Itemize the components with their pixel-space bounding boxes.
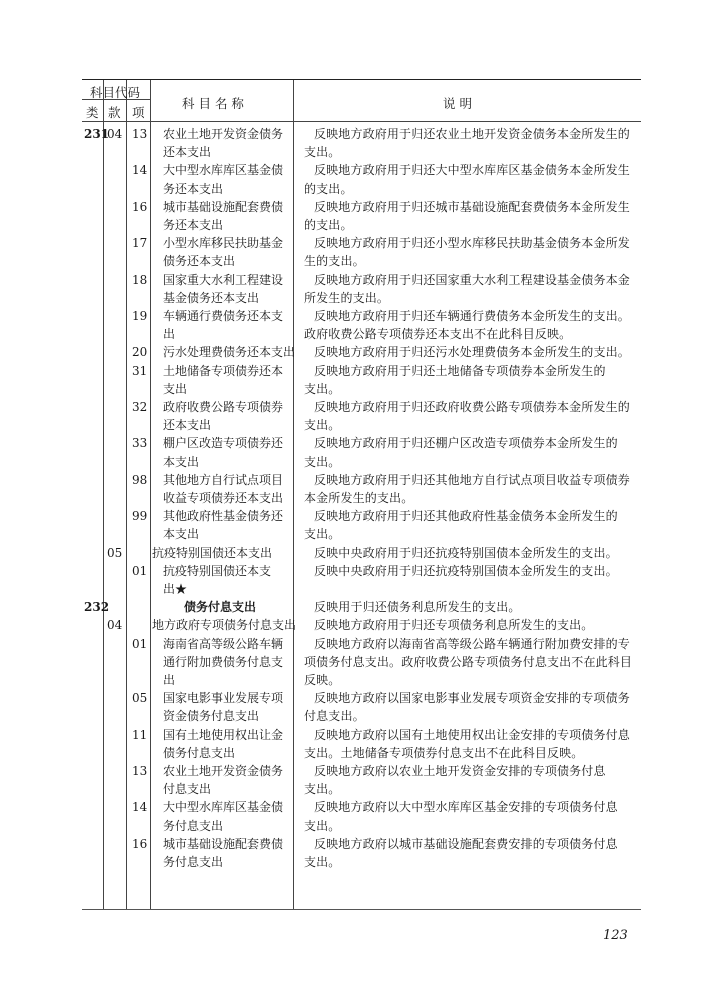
description-line: 反映地方政府用于归还棚户区改造专项债券本金所发生的 <box>314 436 618 451</box>
code-xiang: 99 <box>132 509 148 524</box>
header-name: 科 目 名 称 <box>182 96 244 111</box>
description-line: 政府收费公路专项债券还本支出不在此科目反映。 <box>304 327 572 342</box>
description-line: 反映地方政府以海南省高等级公路车辆通行附加费安排的专 <box>314 636 630 651</box>
subject-name-line: 债务付息支出 <box>184 600 257 615</box>
subject-name-line: 务还本支出 <box>163 181 224 196</box>
subject-name-line: 其他政府性基金债务还 <box>163 509 284 524</box>
description-line: 反映地方政府用于归还其他政府性基金债务本金所发生的 <box>314 509 618 524</box>
code-kuan: 05 <box>107 545 123 560</box>
subject-name-line: 本支出 <box>163 454 200 469</box>
code-xiang: 16 <box>132 836 148 851</box>
header-kuan: 款 <box>108 105 121 120</box>
subject-name-line: 还本支出 <box>163 418 212 433</box>
header-lei: 类 <box>86 105 99 120</box>
code-xiang: 01 <box>132 636 148 651</box>
code-lei: 231 <box>84 127 110 141</box>
code-xiang: 31 <box>132 363 148 378</box>
subject-name-line: 基金债务还本支出 <box>163 290 260 305</box>
description-line: 支出。土地储备专项债券付息支出不在此科目反映。 <box>304 745 584 760</box>
subject-name-line: 污水处理费债务还本支出 <box>163 345 296 360</box>
subject-name-line: 大中型水库库区基金债 <box>163 800 284 815</box>
subject-name-line: 车辆通行费债务还本支 <box>163 309 284 323</box>
description-line: 反映地方政府以农业土地开发资金安排的专项债务付息 <box>314 764 606 778</box>
column-divider-name <box>293 80 294 909</box>
description-line: 反映地方政府用于归还小型水库移民扶助基金债务本金所发 <box>314 236 630 251</box>
code-kuan: 04 <box>107 127 123 141</box>
subject-name-line: 债务还本支出 <box>163 254 236 269</box>
subject-name-line: 务付息支出 <box>163 818 224 833</box>
subject-name-line: 抗疫特别国债还本支出 <box>152 545 273 560</box>
description-line: 反映地方政府用于归还政府收费公路专项债券本金所发生的 <box>314 400 630 414</box>
subject-name-line: 土地储备专项债券还本 <box>163 363 284 378</box>
description-line: 支出。 <box>304 782 341 797</box>
subject-name-line: 政府收费公路专项债券 <box>163 400 284 414</box>
description-line: 反映地方政府用于归还城市基础设施配套费债务本金所发生 <box>314 199 630 214</box>
description-line: 反映中央政府用于归还抗疫特别国债本金所发生的支出。 <box>314 545 618 560</box>
description-line: 反映地方政府用于归还专项债务利息所发生的支出。 <box>314 618 594 633</box>
subject-name-line: 付息支出 <box>163 782 212 797</box>
subject-name-line: 小型水库移民扶助基金 <box>163 236 284 251</box>
subject-name-line: 国家重大水利工程建设 <box>163 272 284 287</box>
description-line: 反映地方政府用于归还农业土地开发资金债务本金所发生的 <box>314 127 630 141</box>
subject-name-line: 出★ <box>163 582 188 596</box>
subject-name-line: 支出 <box>163 381 188 396</box>
description-line: 支出。 <box>304 381 341 396</box>
description-line: 反映地方政府用于归还土地储备专项债券本金所发生的 <box>314 363 606 378</box>
subject-name-line: 地方政府专项债务付息支出 <box>152 618 297 633</box>
description-line: 反映用于归还债务利息所发生的支出。 <box>314 600 521 615</box>
description-line: 支出。 <box>304 418 341 433</box>
header-bottom-rule <box>82 121 641 122</box>
description-line: 所发生的支出。 <box>304 290 390 305</box>
description-line: 反映中央政府用于归还抗疫特别国债本金所发生的支出。 <box>314 563 618 578</box>
subject-name-line: 通行附加费债务付息支 <box>163 654 284 669</box>
code-xiang: 98 <box>132 472 148 487</box>
subject-name-line: 收益专项债券还本支出 <box>163 491 284 505</box>
code-kuan: 04 <box>107 618 123 633</box>
description-line: 的支出。 <box>304 218 353 232</box>
subject-name-line: 国家电影事业发展专项 <box>163 691 284 706</box>
description-line: 反映地方政府以国家电影事业发展专项资金安排的专项债务 <box>314 691 630 706</box>
code-xiang: 20 <box>132 345 148 360</box>
description-line: 生的支出。 <box>304 254 365 269</box>
description-line: 支出。 <box>304 855 341 869</box>
column-divider-lei <box>103 80 104 909</box>
description-line: 的支出。 <box>304 181 353 196</box>
description-line: 反映地方政府用于归还国家重大水利工程建设基金债务本金 <box>314 272 630 287</box>
code-xiang: 14 <box>132 800 148 815</box>
subject-name-line: 务还本支出 <box>163 218 224 232</box>
description-line: 反映地方政府用于归还车辆通行费债务本金所发生的支出。 <box>314 309 630 323</box>
description-line: 支出。 <box>304 454 341 469</box>
subject-name-line: 城市基础设施配套费债 <box>163 836 284 851</box>
subject-name-line: 抗疫特别国债还本支 <box>163 563 272 578</box>
subject-name-line: 债务付息支出 <box>163 745 236 760</box>
subject-name-line: 其他地方自行试点项目 <box>163 472 284 487</box>
description-line: 项债务付息支出。政府收费公路专项债务付息支出不在此科目 <box>304 654 633 669</box>
description-line: 反映地方政府以城市基础设施配套费安排的专项债务付息 <box>314 836 618 851</box>
subject-name-line: 出 <box>163 327 176 342</box>
code-xiang: 17 <box>132 236 148 251</box>
page-number: 123 <box>603 928 628 943</box>
description-line: 反映地方政府以大中型水库库区基金安排的专项债务付息 <box>314 800 618 815</box>
description-line: 本金所发生的支出。 <box>304 491 414 505</box>
code-xiang: 18 <box>132 272 148 287</box>
subject-name-line: 本支出 <box>163 527 200 542</box>
subject-name-line: 国有土地使用权出让金 <box>163 727 284 742</box>
header-xiang: 项 <box>132 105 145 120</box>
subject-name-line: 农业土地开发资金债务 <box>163 764 284 778</box>
code-xiang: 33 <box>132 436 148 451</box>
code-xiang: 11 <box>132 727 148 742</box>
code-xiang: 14 <box>132 163 148 178</box>
description-line: 支出。 <box>304 527 341 542</box>
description-line: 反映地方政府以国有土地使用权出让金安排的专项债务付息 <box>314 727 630 742</box>
column-divider-kuan <box>126 80 127 909</box>
subject-table <box>82 79 641 910</box>
description-line: 支出。 <box>304 145 341 160</box>
description-line: 付息支出。 <box>304 709 365 724</box>
description-line: 反映地方政府用于归还污水处理费债务本金所发生的支出。 <box>314 345 630 360</box>
code-xiang: 01 <box>132 563 148 578</box>
subject-name-line: 农业土地开发资金债务 <box>163 127 284 141</box>
subject-name-line: 务付息支出 <box>163 855 224 869</box>
code-xiang: 16 <box>132 199 148 214</box>
subject-name-line: 棚户区改造专项债券还 <box>163 436 284 451</box>
subject-name-line: 城市基础设施配套费债 <box>163 199 284 214</box>
code-xiang: 05 <box>132 691 148 706</box>
code-lei: 232 <box>84 600 110 615</box>
subject-name-line: 资金债务付息支出 <box>163 709 260 724</box>
code-xiang: 19 <box>132 309 148 323</box>
subject-name-line: 海南省高等级公路车辆 <box>163 636 284 651</box>
description-line: 反映。 <box>304 673 341 687</box>
code-xiang: 13 <box>132 127 148 141</box>
header-desc: 说 明 <box>443 96 472 111</box>
description-line: 反映地方政府用于归还大中型水库库区基金债务本金所发生 <box>314 163 630 178</box>
description-line: 支出。 <box>304 818 341 833</box>
subject-name-line: 大中型水库库区基金债 <box>163 163 284 178</box>
description-line: 反映地方政府用于归还其他地方自行试点项目收益专项债券 <box>314 472 630 487</box>
code-xiang: 32 <box>132 400 148 414</box>
subject-name-line: 还本支出 <box>163 145 212 160</box>
subject-name-line: 出 <box>163 673 176 687</box>
header-code-group: 科目代码 <box>90 85 141 100</box>
column-divider-xiang <box>150 80 151 909</box>
code-xiang: 13 <box>132 764 148 778</box>
